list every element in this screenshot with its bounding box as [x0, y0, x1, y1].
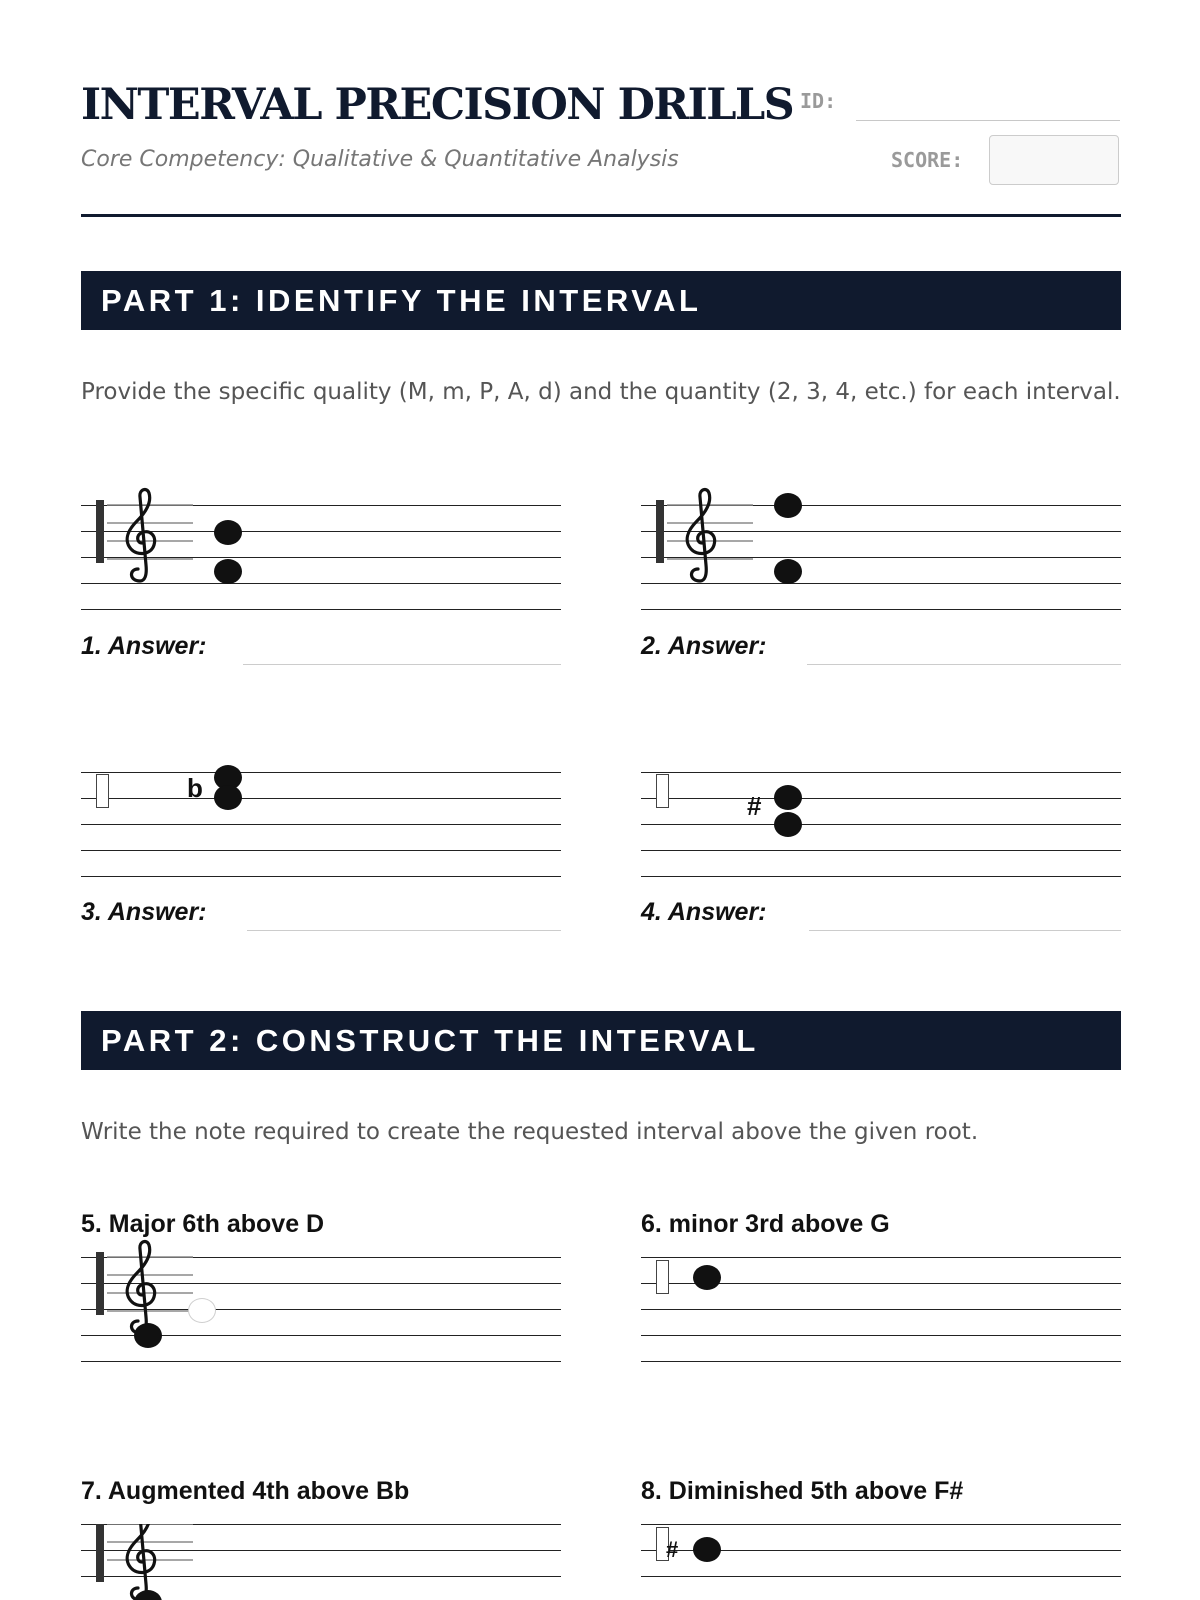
staff-line [81, 609, 561, 610]
part2-heading: PART 2: CONSTRUCT THE INTERVAL [81, 1011, 1121, 1070]
note-2 [774, 812, 802, 837]
accidental-sharp: # [747, 791, 762, 821]
answer-label-2: 2. Answer: [641, 632, 767, 660]
clef-bar-icon [96, 1524, 104, 1582]
staff-8[interactable] [641, 1524, 1121, 1600]
note-1 [774, 493, 802, 518]
staff-line [641, 772, 1121, 773]
part2-instructions: Write the note required to create the requested interval above the given root. [81, 1119, 979, 1145]
answer-note-slot[interactable] [188, 1298, 216, 1323]
note-2 [214, 785, 242, 810]
score-field[interactable] [989, 135, 1119, 185]
accidental-sharp: # [666, 1537, 679, 1562]
answer-field-4[interactable] [809, 930, 1121, 931]
staff-3 [81, 772, 561, 878]
score-label: SCORE: [891, 148, 964, 172]
treble-clef-icon [107, 1524, 193, 1600]
note-2 [214, 559, 242, 584]
staff-1 [81, 505, 561, 611]
treble-clef-icon [107, 1237, 193, 1337]
part1-heading: PART 1: IDENTIFY THE INTERVAL [81, 271, 1121, 330]
root-note [134, 1323, 162, 1348]
staff-2 [641, 505, 1121, 611]
prompt-6: 6. minor 3rd above G [641, 1210, 890, 1238]
staff-line [81, 798, 561, 799]
answer-label-3: 3. Answer: [81, 898, 207, 926]
staff-line [81, 824, 561, 825]
staff-line [641, 876, 1121, 877]
staff-4 [641, 772, 1121, 878]
staff-6[interactable] [641, 1257, 1121, 1363]
page-subtitle: Core Competency: Qualitative & Quantitative Analysis [81, 147, 679, 172]
staff-line [641, 1335, 1121, 1336]
staff-line [81, 876, 561, 877]
id-field[interactable] [856, 120, 1120, 121]
root-note [693, 1265, 721, 1290]
note-1 [774, 785, 802, 810]
header-divider [81, 214, 1121, 217]
staff-line [641, 1524, 1121, 1525]
staff-line [641, 824, 1121, 825]
missing-glyph-box-icon [96, 774, 109, 808]
clef-bar-icon [96, 1252, 104, 1315]
staff-line [641, 1576, 1121, 1577]
id-label: ID: [800, 89, 837, 113]
note-1 [214, 520, 242, 545]
answer-field-1[interactable] [243, 664, 561, 665]
missing-glyph-box-icon [656, 774, 669, 808]
accidental-flat: b [187, 773, 203, 803]
prompt-7: 7. Augmented 4th above Bb [81, 1477, 410, 1505]
missing-glyph-box-icon [656, 1260, 669, 1294]
clef-bar-icon [96, 500, 104, 563]
answer-label-1: 1. Answer: [81, 632, 207, 660]
prompt-8: 8. Diminished 5th above F# [641, 1477, 964, 1505]
answer-label-4: 4. Answer: [641, 898, 767, 926]
answer-field-3[interactable] [247, 930, 561, 931]
note-2 [774, 559, 802, 584]
staff-line [641, 798, 1121, 799]
part1-instructions: Provide the specific quality (M, m, P, A, d) and the quantity (2, 3, 4, etc.) for each interval. [81, 379, 1121, 405]
staff-line [641, 609, 1121, 610]
staff-line [641, 1257, 1121, 1258]
staff-line [81, 772, 561, 773]
staff-7[interactable] [81, 1524, 561, 1600]
staff-5[interactable] [81, 1257, 561, 1363]
treble-clef-icon [107, 485, 193, 585]
prompt-5: 5. Major 6th above D [81, 1210, 325, 1238]
staff-line [81, 850, 561, 851]
staff-line [641, 1309, 1121, 1310]
root-note [693, 1537, 721, 1562]
staff-line [641, 850, 1121, 851]
answer-field-2[interactable] [807, 664, 1121, 665]
staff-line [641, 1361, 1121, 1362]
page-title: INTERVAL PRECISION DRILLS [81, 80, 794, 130]
staff-line [81, 1361, 561, 1362]
clef-bar-icon [656, 500, 664, 563]
treble-clef-icon [667, 485, 753, 585]
